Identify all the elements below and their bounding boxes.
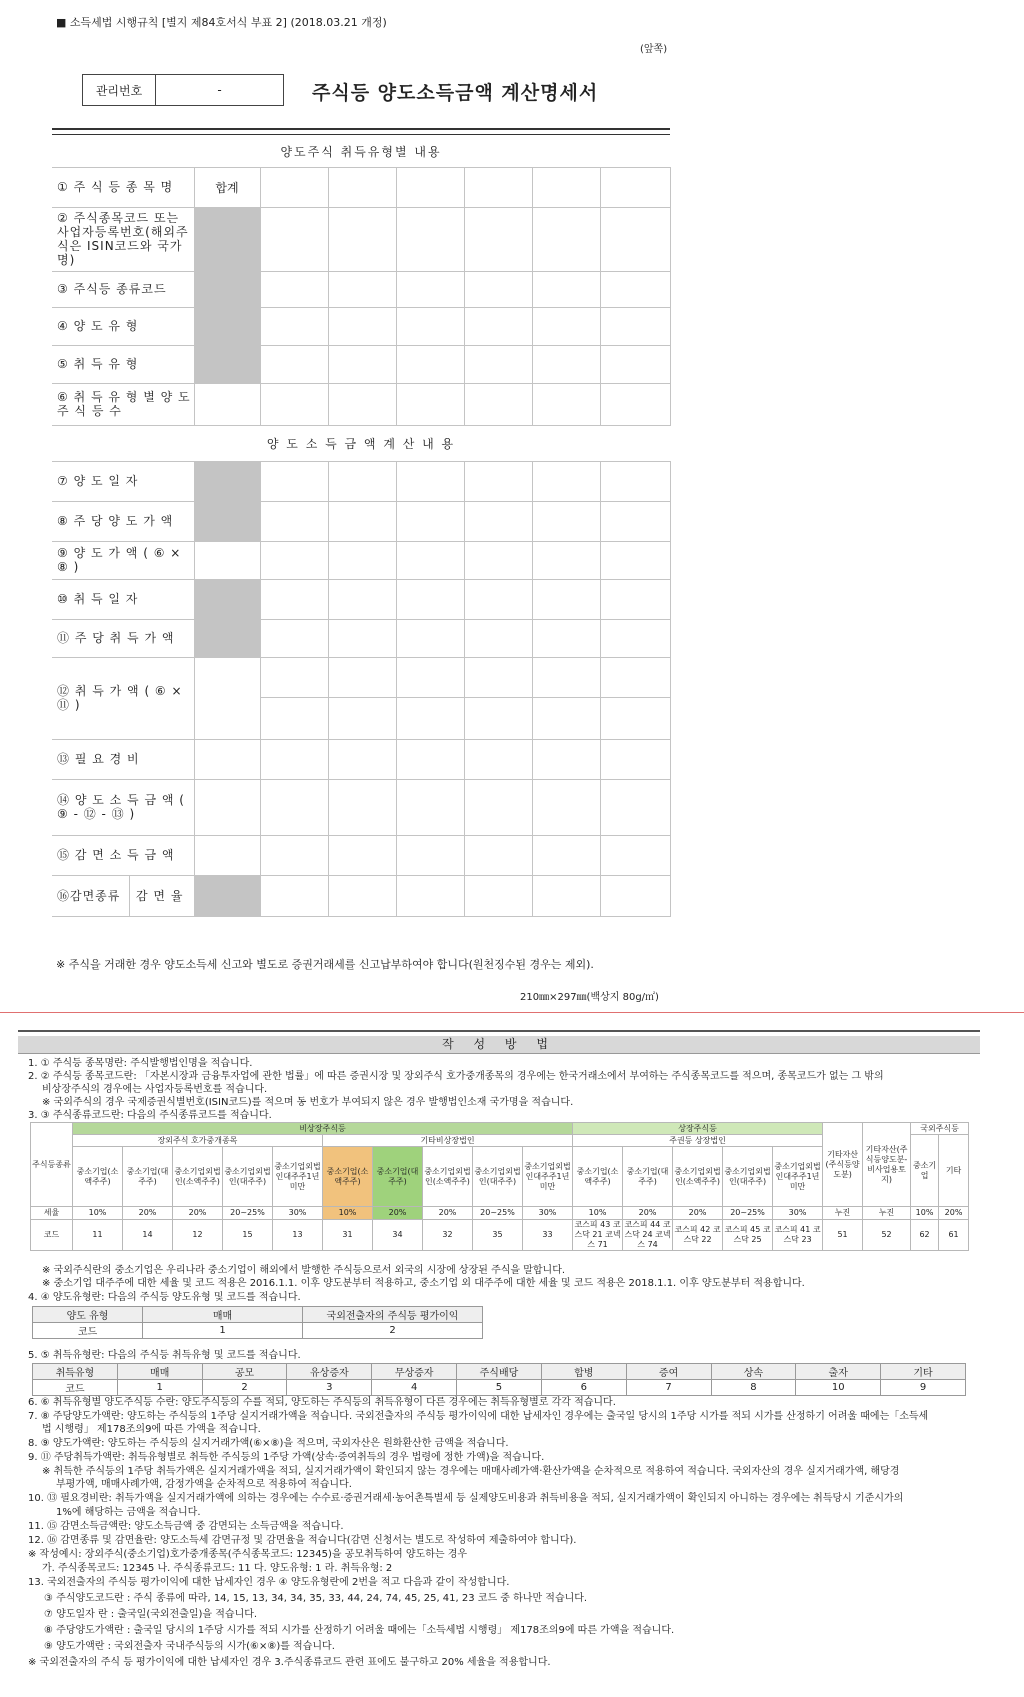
input-cell[interactable]: [600, 345, 670, 383]
input-cell[interactable]: [464, 307, 532, 345]
input-cell[interactable]: [464, 697, 532, 739]
input-cell[interactable]: [328, 207, 396, 271]
input-cell[interactable]: [396, 875, 464, 916]
input-cell[interactable]: [328, 271, 396, 307]
acq-code-cell: 8: [711, 1380, 796, 1396]
section-income-calculation: 양 도 소 득 금 액 계 산 내 용: [52, 425, 670, 461]
instruction-1: 1. ① 주식등 종목명란: 주식발행법인명을 적습니다.: [28, 1058, 253, 1069]
code-cell: 51: [823, 1220, 863, 1251]
other-unlisted-head: 기타비상장법인: [323, 1135, 573, 1147]
input-cell[interactable]: [328, 501, 396, 541]
instruction-3: 3. ③ 주식종류코드란: 다음의 주식종류코드를 적습니다.: [28, 1110, 272, 1121]
rate-cell: 20%: [673, 1207, 723, 1220]
row-acquisition-type-label: ⑤ 취 득 유 형: [52, 345, 194, 383]
row-necessary-expense-label: ⑬ 필 요 경 비: [52, 739, 194, 779]
title-divider-thin: [52, 134, 670, 135]
code-col: 중소기업(소액주주): [323, 1147, 373, 1207]
code-row: [31, 1220, 969, 1251]
rate-cell: 20%: [123, 1207, 173, 1220]
foreign-head: 국외주식등: [911, 1123, 969, 1135]
input-cell[interactable]: [396, 461, 464, 501]
input-cell[interactable]: [600, 739, 670, 779]
acq-head-cell: 매매: [117, 1364, 202, 1380]
code-cell: 코스피 42 코스닥 22: [673, 1220, 723, 1251]
input-cell[interactable]: [328, 461, 396, 501]
input-cell[interactable]: [194, 835, 260, 875]
code-col: 중소기업외법인(대주주): [473, 1147, 523, 1207]
title-divider: [52, 128, 670, 130]
row-transfer-type-label: ④ 양 도 유 형: [52, 307, 194, 345]
input-cell[interactable]: [396, 207, 464, 271]
code-cell: 35: [473, 1220, 523, 1251]
exemption-rate-label: 감 면 율: [129, 876, 194, 916]
row-stock-type-code-label: ③ 주식등 종류코드: [52, 271, 194, 307]
code-cell: 코스피 41 코스닥 23: [773, 1220, 823, 1251]
instruction-9c: 부평가액, 매매사례가액, 감정가액을 순차적으로 적용하여 적습니다.: [56, 1479, 352, 1490]
rate-cell: 30%: [523, 1207, 573, 1220]
input-cell[interactable]: [194, 779, 260, 835]
input-cell[interactable]: [532, 739, 600, 779]
row-unit-transfer-price-label: ⑧ 주 당 양 도 가 액: [52, 501, 194, 541]
total-column-label: 합계: [194, 167, 260, 207]
acq-head-cell: 공모: [202, 1364, 287, 1380]
acq-code-cell: 1: [117, 1380, 202, 1396]
instruction-3-note-a: ※ 국외주식란의 중소기업은 우리나라 중소기업이 해외에서 발행한 주식등으로서 외국의 시장에 상장된 주식을 말합니다.: [42, 1265, 566, 1276]
input-cell[interactable]: [328, 619, 396, 657]
input-cell[interactable]: [328, 579, 396, 619]
transfer-code-cell: 2: [303, 1323, 483, 1339]
shaded-cell: [194, 307, 260, 345]
input-cell[interactable]: [260, 207, 328, 271]
acq-head-cell: 유상증자: [287, 1364, 372, 1380]
input-cell[interactable]: [396, 307, 464, 345]
input-cell[interactable]: [194, 657, 260, 739]
input-cell[interactable]: [464, 271, 532, 307]
rate-cell: 20%: [423, 1207, 473, 1220]
rate-cell: 30%: [273, 1207, 323, 1220]
acq-head-cell: 증여: [626, 1364, 711, 1380]
row-exempt-income-label: ⑮ 감 면 소 득 금 액: [52, 835, 194, 875]
instruction-13c: ⑧ 주당양도가액란 : 출국일 당시의 1주당 시가를 적되 시가를 산정하기 어려울 때에는「소득세법 시행령」 제178조의9에 따른 가액을 적습니다.: [44, 1625, 675, 1636]
code-col: 중소기업외법인대주주1년 미만: [773, 1147, 823, 1207]
input-cell[interactable]: [600, 207, 670, 271]
input-cell[interactable]: [532, 697, 600, 739]
input-cell[interactable]: [260, 875, 328, 916]
instructions-divider: [18, 1030, 980, 1032]
acq-code-cell: 10: [796, 1380, 881, 1396]
acq-head-cell: 취득유형: [33, 1364, 118, 1380]
instruction-8: 8. ⑨ 양도가액란: 양도하는 주식등의 실지거래가액(⑥×⑧)을 적으며, 국외자산은 원화환산한 금액을 적습니다.: [28, 1438, 509, 1449]
transfer-code-cell: 코드: [33, 1323, 143, 1339]
code-col: 중소기업(대주주): [623, 1147, 673, 1207]
instruction-5: 5. ⑤ 취득유형란: 다음의 주식등 취득유형 및 코드를 적습니다.: [28, 1350, 301, 1361]
rate-cell: 20%: [173, 1207, 223, 1220]
input-cell[interactable]: [600, 779, 670, 835]
code-col: 중소기업외법인대주주1년 미만: [273, 1147, 323, 1207]
code-col: 중소기업(대주주): [123, 1147, 173, 1207]
input-cell[interactable]: [396, 779, 464, 835]
transfer-head-cell: 매매: [143, 1307, 303, 1323]
code-cell: 13: [273, 1220, 323, 1251]
input-cell[interactable]: [600, 697, 670, 739]
row-transfer-income-label: ⑭ 양 도 소 득 금 액 ( ⑨ - ⑫ - ⑬ ): [52, 779, 194, 835]
input-cell[interactable]: [396, 501, 464, 541]
unlisted-head: 비상장주식등: [73, 1123, 573, 1135]
row-share-count-label: ⑥ 취 득 유 형 별 양 도 주 식 등 수: [52, 383, 194, 425]
input-cell[interactable]: [328, 345, 396, 383]
code-cell: 33: [523, 1220, 573, 1251]
acq-code-cell: 7: [626, 1380, 711, 1396]
acq-code-cell: 4: [372, 1380, 457, 1396]
acq-head-cell: 출자: [796, 1364, 881, 1380]
stock-type-head: 주식등종류: [31, 1123, 73, 1207]
otc-head: 장외주식 호가중개종목: [73, 1135, 323, 1147]
instruction-example: ※ 작성예시: 장외주식(중소기업)호가중개종목(주식종목코드: 12345)을 공모취득하여 양도하는 경우: [28, 1549, 468, 1560]
row-acquisition-price-label: ⑫ 취 득 가 액 ( ⑥ × ⑪ ): [52, 657, 194, 739]
management-number-value[interactable]: -: [217, 83, 222, 97]
input-cell[interactable]: [532, 501, 600, 541]
input-cell[interactable]: [396, 619, 464, 657]
instruction-4: 4. ④ 양도유형란: 다음의 주식등 양도유형 및 코드를 적습니다.: [28, 1292, 301, 1303]
input-cell[interactable]: [260, 697, 328, 739]
input-cell[interactable]: [464, 207, 532, 271]
instruction-2b: 비상장주식의 경우에는 사업자등록번호를 적습니다.: [42, 1084, 268, 1095]
management-number-box: [82, 74, 284, 106]
input-cell[interactable]: [328, 657, 396, 697]
rate-cell: 20%: [939, 1207, 969, 1220]
acq-head-cell: 무상증자: [372, 1364, 457, 1380]
acq-head-cell: 상속: [711, 1364, 796, 1380]
instruction-2: 2. ② 주식등 종목코드란: 「자본시장과 금융투자업에 관한 법률」에 따른 증권시장 및 장외주식 호가중개종목의 경우에는 한국거래소에서 부여하는 주식종목코드를 적으며, 종목코드가 없는 그 밖의: [28, 1071, 884, 1082]
input-cell[interactable]: [328, 875, 396, 916]
rate-cell: 30%: [773, 1207, 823, 1220]
input-cell[interactable]: [260, 461, 328, 501]
stock-type-code-table: [30, 1122, 969, 1251]
rate-cell: 20%: [623, 1207, 673, 1220]
row-transfer-date-label: ⑦ 양 도 일 자: [52, 461, 194, 501]
rate-row: [31, 1207, 969, 1220]
instruction-10b: 1%에 해당하는 금액을 적습니다.: [56, 1507, 201, 1518]
input-cell[interactable]: [464, 835, 532, 875]
code-cell: 52: [863, 1220, 911, 1251]
transfer-code-cell: 1: [143, 1323, 303, 1339]
instruction-13: 13. 국외전출자의 주식등 평가이익에 대한 납세자인 경우 ④ 양도유형란에 2번을 적고 다음과 같이 작성합니다.: [28, 1577, 510, 1588]
code-cell: 14: [123, 1220, 173, 1251]
input-cell[interactable]: [328, 779, 396, 835]
rate-cell: 20%: [373, 1207, 423, 1220]
input-cell[interactable]: [328, 835, 396, 875]
input-cell[interactable]: [194, 383, 260, 425]
section-acquisition-type: 양도주식 취득유형별 내용: [52, 137, 670, 167]
shaded-cell: [194, 207, 260, 271]
input-cell[interactable]: [396, 383, 464, 425]
instruction-13b: ⑦ 양도일자 란 : 출국일(국외전출일)을 적습니다.: [44, 1609, 258, 1620]
input-cell[interactable]: [328, 541, 396, 579]
input-cell[interactable]: [396, 579, 464, 619]
input-cell[interactable]: [532, 461, 600, 501]
code-col: 중소기업외법인(대주주): [223, 1147, 273, 1207]
input-cell[interactable]: [600, 579, 670, 619]
code-cell: 코스피 43 코스닥 21 코넥스 71: [574, 1220, 621, 1249]
input-cell[interactable]: [600, 307, 670, 345]
input-cell[interactable]: [464, 167, 532, 207]
row-stock-name-label: ① 주 식 등 종 목 명: [52, 167, 194, 207]
instruction-7: 7. ⑧ 주당양도가액란: 양도하는 주식등의 1주당 실지거래가액을 적습니다. 국외전출자의 주식등 평가이익에 대한 납세자인 경우에는 출국일 당시의 1주당 시가를 적되 시가를 산정하기 어려울 때에는「소득세: [28, 1411, 929, 1422]
shaded-cell: [194, 579, 260, 619]
input-cell[interactable]: [328, 307, 396, 345]
input-cell[interactable]: [600, 835, 670, 875]
shaded-cell: [194, 501, 260, 541]
instruction-11: 11. ⑮ 감면소득금액란: 양도소득금액 중 감면되는 소득금액을 적습니다.: [28, 1521, 344, 1532]
input-cell[interactable]: [194, 739, 260, 779]
rate-cell: 10%: [323, 1207, 373, 1220]
input-cell[interactable]: [532, 167, 600, 207]
input-cell[interactable]: [260, 501, 328, 541]
code-cell: 코스피 44 코스닥 24 코넥스 74: [624, 1220, 671, 1249]
input-cell[interactable]: [260, 579, 328, 619]
code-cell: 61: [939, 1220, 969, 1251]
input-cell[interactable]: [532, 271, 600, 307]
input-cell[interactable]: [396, 167, 464, 207]
instruction-2c: ※ 국외주식의 경우 국제증권식별번호(ISIN코드)를 적으며 동 번호가 부여되지 않은 경우 발행법인소재 국가명을 적습니다.: [42, 1097, 574, 1108]
input-cell[interactable]: [328, 167, 396, 207]
rate-cell: 누진: [823, 1207, 863, 1220]
rate-label: 세율: [31, 1207, 73, 1220]
rate-cell: 누진: [863, 1207, 911, 1220]
input-cell[interactable]: [532, 779, 600, 835]
input-cell[interactable]: [532, 657, 600, 697]
acq-code-cell: 5: [457, 1380, 542, 1396]
shaded-cell: [194, 345, 260, 383]
input-cell[interactable]: [464, 345, 532, 383]
page-break-line: [0, 1012, 1024, 1013]
listed-corp-head: 주권등 상장법인: [573, 1135, 823, 1147]
code-cell: 31: [323, 1220, 373, 1251]
instruction-7b: 법 시행령」 제178조의9에 따른 가액을 적습니다.: [42, 1424, 261, 1435]
transfer-head-cell: 국외전출자의 주식등 평가이익: [303, 1307, 483, 1323]
other-asset-head: 기타자산(주식등양도분): [823, 1123, 863, 1207]
code-cell: 34: [373, 1220, 423, 1251]
exemption-type-label: ⑯감면종류: [57, 888, 121, 903]
instructions-title: 작 성 방 법: [18, 1036, 980, 1054]
code-col: 중소기업외법인(소액주주): [423, 1147, 473, 1207]
input-cell[interactable]: [532, 875, 600, 916]
input-cell[interactable]: [260, 779, 328, 835]
acq-code-cell: 6: [541, 1380, 626, 1396]
rate-cell: 20~25%: [723, 1207, 773, 1220]
foreign-col: 중소기업: [911, 1135, 939, 1207]
input-cell[interactable]: [328, 739, 396, 779]
input-cell[interactable]: [328, 383, 396, 425]
input-cell[interactable]: [464, 875, 532, 916]
input-cell[interactable]: [600, 271, 670, 307]
input-cell[interactable]: [464, 383, 532, 425]
input-cell[interactable]: [532, 541, 600, 579]
input-cell[interactable]: [464, 541, 532, 579]
input-cell[interactable]: [260, 835, 328, 875]
input-cell[interactable]: [260, 345, 328, 383]
input-cell[interactable]: [396, 271, 464, 307]
input-cell[interactable]: [600, 501, 670, 541]
input-cell[interactable]: [464, 657, 532, 697]
management-number-label: 관리번호: [83, 75, 156, 105]
code-col: 중소기업외법인(소액주주): [173, 1147, 223, 1207]
form-note: ※ 주식을 거래한 경우 양도소득세 신고와 별도로 증권거래세를 신고납부하여야 합니다(원천징수된 경우는 제외).: [56, 958, 594, 971]
input-cell[interactable]: [260, 739, 328, 779]
listed-head: 상장주식등: [573, 1123, 823, 1135]
acq-code-cell: 2: [202, 1380, 287, 1396]
input-cell[interactable]: [464, 779, 532, 835]
input-cell[interactable]: [396, 541, 464, 579]
input-cell[interactable]: [600, 619, 670, 657]
input-cell[interactable]: [532, 579, 600, 619]
transfer-head-cell: 양도 유형: [33, 1307, 143, 1323]
rate-cell: 10%: [911, 1207, 939, 1220]
input-cell[interactable]: [600, 541, 670, 579]
instruction-13d: ⑨ 양도가액란 : 국외전출자 국내주식등의 시가(⑥×⑧)를 적습니다.: [44, 1641, 335, 1652]
code-col: 중소기업외법인대주주1년 미만: [523, 1147, 573, 1207]
instruction-10: 10. ⑬ 필요경비란: 취득가액을 실지거래가액에 의하는 경우에는 수수료·증권거래세·농어촌특별세 등 실제양도비용과 취득비용을 적되, 실지거래가액이 확인되지 아니하는 경우에는 취득당시 기준시가의: [28, 1493, 904, 1504]
instruction-13e: ※ 국외전출자의 주식 등 평가이익에 대한 납세자인 경우 3.주식종류코드 관련 표에도 불구하고 20% 세율을 적용합니다.: [28, 1657, 551, 1668]
input-cell[interactable]: [464, 579, 532, 619]
input-cell[interactable]: [532, 619, 600, 657]
code-col: 중소기업(소액주주): [573, 1147, 623, 1207]
input-cell[interactable]: [464, 739, 532, 779]
instruction-12: 12. ⑯ 감면종류 및 감면율란: 양도소득세 감면규정 및 감면율을 적습니다(감면 신청서는 별도로 작성하여 제출하여야 합니다).: [28, 1535, 577, 1546]
input-cell[interactable]: [600, 167, 670, 207]
input-cell[interactable]: [396, 345, 464, 383]
code-cell: 12: [173, 1220, 223, 1251]
input-cell[interactable]: [600, 383, 670, 425]
input-cell[interactable]: [532, 307, 600, 345]
input-cell[interactable]: [600, 657, 670, 697]
input-cell[interactable]: [600, 461, 670, 501]
input-cell[interactable]: [260, 307, 328, 345]
rate-cell: 20~25%: [223, 1207, 273, 1220]
input-cell[interactable]: [260, 541, 328, 579]
input-cell[interactable]: [464, 619, 532, 657]
shaded-cell: [194, 271, 260, 307]
law-reference: ■ 소득세법 시행규칙 [별지 제84호서식 부표 2] (2018.03.21 개정): [56, 16, 387, 29]
instruction-3-note-b: ※ 중소기업 대주주에 대한 세율 및 코드 적용은 2016.1.1. 이후 양도분부터 적용하고, 중소기업 외 대주주에 대한 세율 및 코드 적용은 2018.1.1. 이후 양도분부터 적용합니다.: [42, 1278, 805, 1289]
paper-spec: 210㎜×297㎜(백상지 80g/㎡): [520, 992, 659, 1003]
input-cell[interactable]: [532, 345, 600, 383]
rate-cell: 20~25%: [473, 1207, 523, 1220]
input-cell[interactable]: [396, 697, 464, 739]
code-cell: 15: [223, 1220, 273, 1251]
instruction-13a: ③ 주식양도코드란 : 주식 종류에 따라, 14, 15, 13, 34, 34, 35, 33, 44, 24, 74, 45, 25, 41, 23 코드 중 하나만 적습니다.: [44, 1593, 588, 1604]
row-stock-code-label: ② 주식종목코드 또는 사업자등록번호(해외주식은 ISIN코드와 국가명): [52, 207, 194, 271]
code-cell: 11: [73, 1220, 123, 1251]
input-cell[interactable]: [260, 167, 328, 207]
calculation-form: [52, 137, 671, 917]
foreign-col: 기타: [939, 1135, 969, 1207]
instruction-6: 6. ⑥ 취득유형별 양도주식등 수란: 양도주식등의 수를 적되, 양도하는 주식등의 취득유형이 다른 경우에는 취득유형별로 각각 적습니다.: [28, 1397, 616, 1408]
acq-head-cell: 합병: [541, 1364, 626, 1380]
acq-head-cell: 주식배당: [457, 1364, 542, 1380]
rate-cell: 10%: [573, 1207, 623, 1220]
input-cell[interactable]: [532, 835, 600, 875]
page-side-label: (앞쪽): [640, 44, 668, 55]
row-unit-acquisition-price-label: ⑪ 주 당 취 득 가 액: [52, 619, 194, 657]
row-transfer-price-label: ⑨ 양 도 가 액 ( ⑥ × ⑧ ): [52, 541, 194, 579]
acq-head-cell: 기타: [881, 1364, 966, 1380]
input-cell[interactable]: [328, 697, 396, 739]
other-asset2-head: 기타자산(주식등양도분-비사업용토지): [863, 1123, 911, 1207]
input-cell[interactable]: [464, 461, 532, 501]
input-cell[interactable]: [260, 657, 328, 697]
input-cell[interactable]: [260, 619, 328, 657]
code-col: 중소기업외법인(소액주주): [673, 1147, 723, 1207]
instruction-9: 9. ⑪ 주당취득가액란: 취득유형별로 취득한 주식등의 1주당 가액(상속·증여취득의 경우 법령에 정한 가액)을 적습니다.: [28, 1452, 545, 1463]
shaded-cell: [194, 461, 260, 501]
input-cell[interactable]: [396, 657, 464, 697]
input-cell[interactable]: [532, 207, 600, 271]
input-cell[interactable]: [396, 835, 464, 875]
transfer-type-table: [32, 1306, 483, 1339]
instruction-example-b: 가. 주식종목코드: 12345 나. 주식종류코드: 11 다. 양도유형: 1 라. 취득유형: 2: [42, 1563, 393, 1574]
input-cell[interactable]: [260, 383, 328, 425]
instruction-9b: ※ 취득한 주식등의 1주당 취득가액은 실지거래가액을 적되, 실지거래가액이 확인되지 않는 경우에는 매매사례가액·환산가액을 순차적으로 적용하여 적습니다. 국외자산의 경우 실지거래가액, 해당경: [42, 1466, 900, 1477]
input-cell[interactable]: [396, 739, 464, 779]
code-col: 중소기업(대주주): [373, 1147, 423, 1207]
code-cell: 코스피 45 코스닥 25: [723, 1220, 773, 1251]
code-cell: 62: [911, 1220, 939, 1251]
input-cell[interactable]: [600, 875, 670, 916]
input-cell[interactable]: [260, 271, 328, 307]
rate-cell: 10%: [73, 1207, 123, 1220]
acquisition-type-table: [32, 1363, 966, 1396]
code-cell: 32: [423, 1220, 473, 1251]
acq-code-cell: 3: [287, 1380, 372, 1396]
acq-code-cell: 코드: [33, 1380, 118, 1396]
input-cell[interactable]: [464, 501, 532, 541]
row-acquisition-date-label: ⑩ 취 득 일 자: [52, 579, 194, 619]
code-col: 중소기업외법인(대주주): [723, 1147, 773, 1207]
shaded-cell: [194, 875, 260, 916]
input-cell[interactable]: [194, 541, 260, 579]
input-cell[interactable]: [532, 383, 600, 425]
acq-code-cell: 9: [881, 1380, 966, 1396]
code-label: 코드: [31, 1220, 73, 1251]
document-title: 주식등 양도소득금액 계산명세서: [312, 82, 599, 104]
shaded-cell: [194, 619, 260, 657]
code-col: 중소기업(소액주주): [73, 1147, 123, 1207]
